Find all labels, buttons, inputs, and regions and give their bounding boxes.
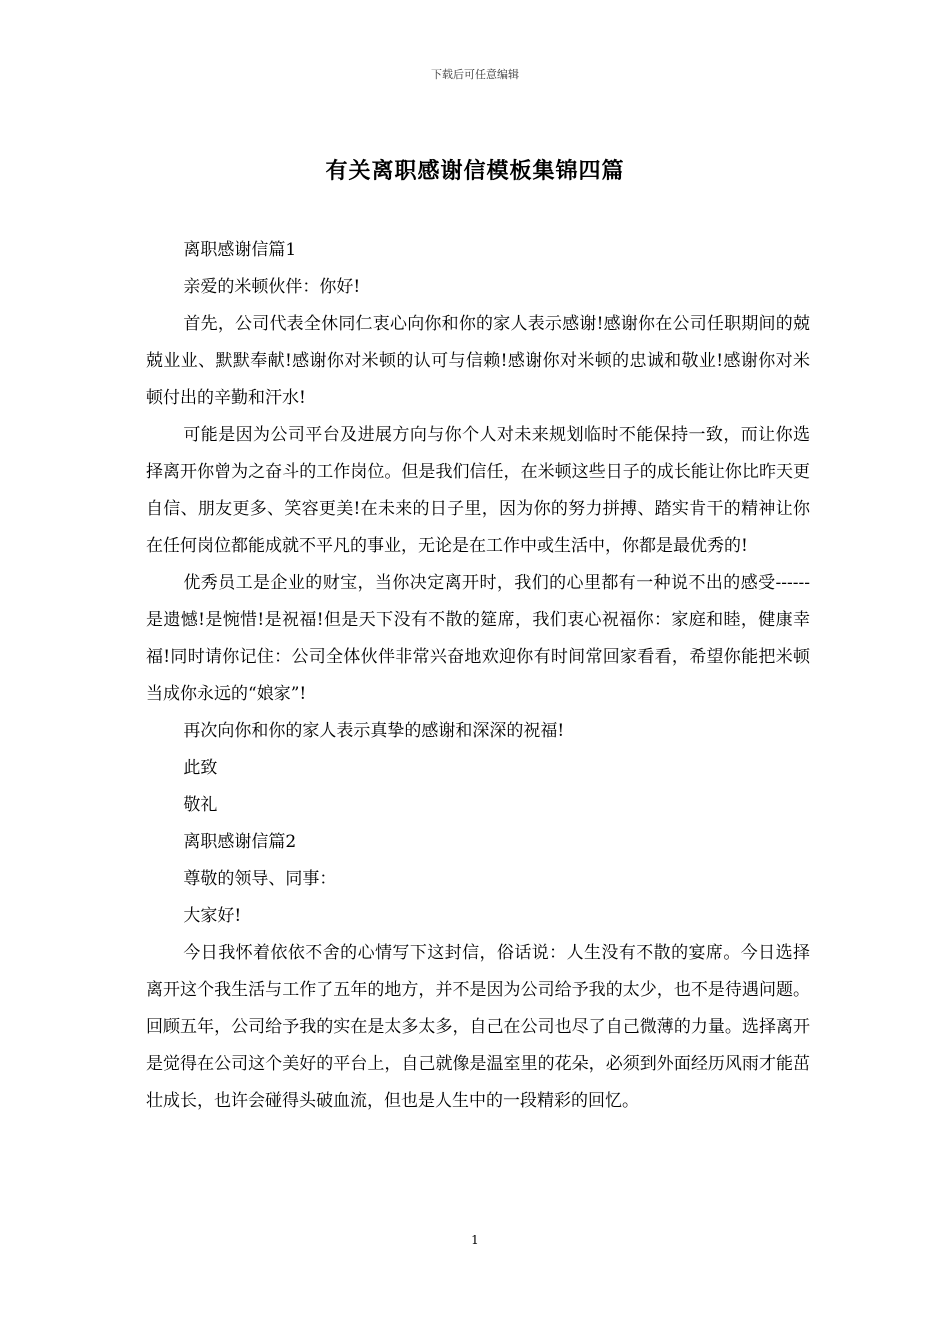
- closing-line: 此致: [183, 758, 218, 778]
- salutation: 尊敬的领导、同事：: [183, 869, 337, 889]
- closing-line: 敬礼: [183, 795, 218, 815]
- body-paragraph: 可能是因为公司平台及进展方向与你个人对未来规划临时不能保持一致，而让你选择离开你曾为之奋斗的工作岗位。但是我们信任，在米顿这些日子的成长能让你比昨天更自信、朋友更多、笑容更美!在未来的日子里，因为你的努力拼搏、踏实肯干的精神让你在任何岗位都能成就不平凡的事业，无论是在工作中或生活中，你都是最优秀的!: [146, 425, 810, 556]
- page-number: 1: [471, 1233, 479, 1247]
- header-note: 下载后可任意编辑: [431, 68, 519, 81]
- greeting: 大家好!: [183, 906, 242, 926]
- salutation: 亲爱的米顿伙伴：你好!: [183, 277, 361, 297]
- section-heading-2: 离职感谢信篇2: [183, 832, 297, 852]
- document-body: [146, 232, 810, 1120]
- body-paragraph: 首先，公司代表全休同仁衷心向你和你的家人表示感谢!感谢你在公司任职期间的兢兢业业、默默奉献!感谢你对米顿的认可与信赖!感谢你对米顿的忠诚和敬业!感谢你对米顿付出的辛勤和汗水!: [146, 314, 810, 408]
- document-title: 有关离职感谢信模板集锦四篇: [325, 158, 625, 184]
- body-paragraph: 今日我怀着依依不舍的心情写下这封信，俗话说：人生没有不散的宴席。今日选择离开这个我生活与工作了五年的地方，并不是因为公司给予我的太少，也不是待遇问题。回顾五年，公司给予我的实在是太多太多，自己在公司也尽了自己微薄的力量。选择离开是觉得在公司这个美好的平台上，自己就像是温室里的花朵，必须到外面经历风雨才能茁壮成长，也许会碰得头破血流，但也是人生中的一段精彩的回忆。: [146, 943, 810, 1111]
- body-paragraph: 优秀员工是企业的财宝，当你决定离开时，我们的心里都有一种说不出的感受------是遗憾!是惋惜!是祝福!但是天下没有不散的筵席，我们衷心祝福你：家庭和睦，健康幸福!同时请你记住：公司全体伙伴非常兴奋地欢迎你有时间常回家看看，希望你能把米顿当成你永远的“娘家”!: [146, 573, 810, 704]
- body-paragraph: 再次向你和你的家人表示真挚的感谢和深深的祝福!: [183, 721, 565, 741]
- section-heading-1: 离职感谢信篇1: [183, 240, 297, 260]
